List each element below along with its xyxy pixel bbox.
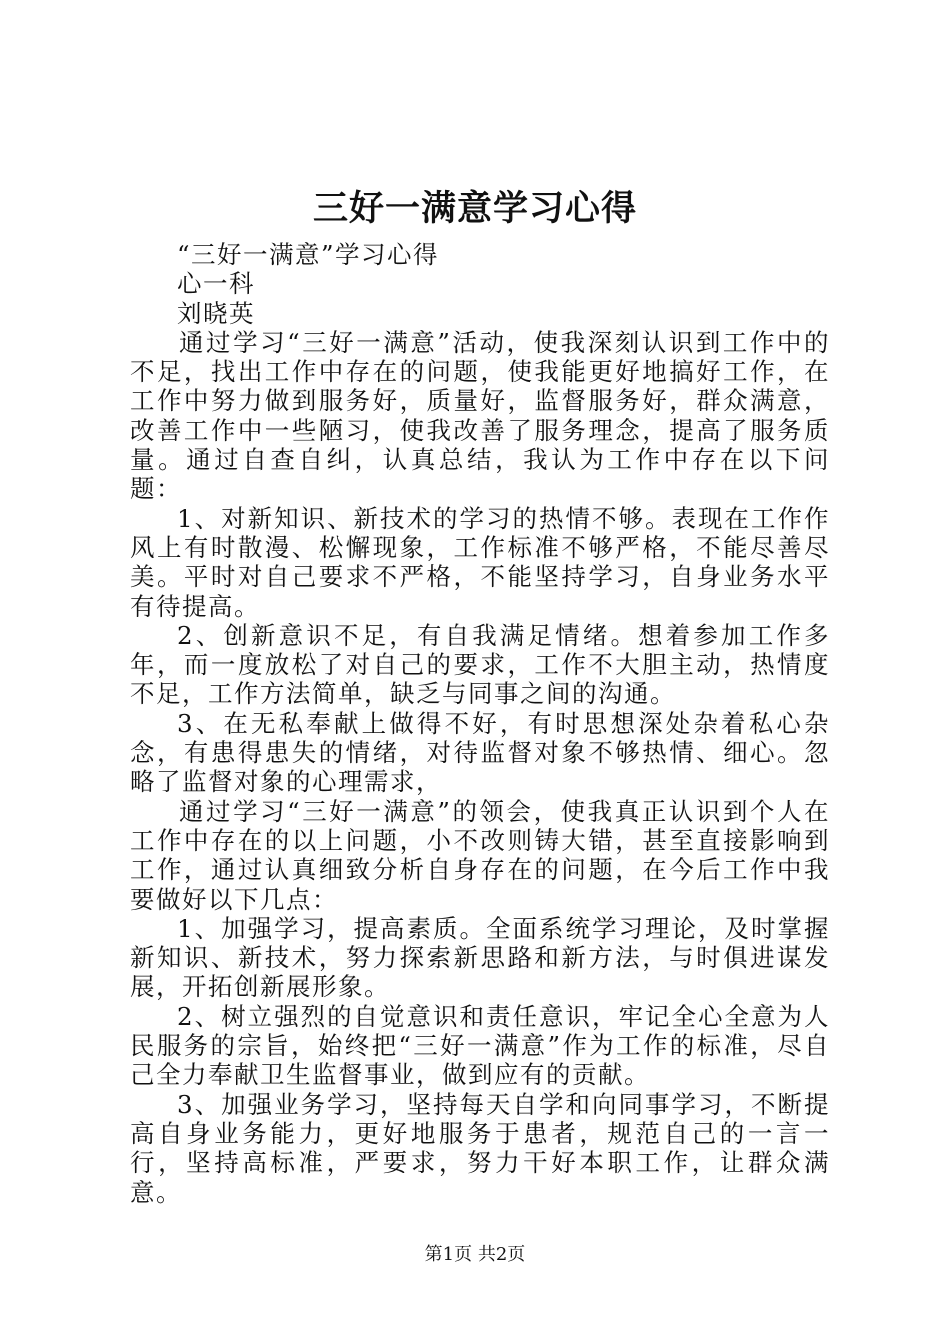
department-line: 心一科 bbox=[177, 269, 255, 299]
page-number-footer: 第1页 共2页 bbox=[424, 1244, 526, 1265]
document-subtitle: “三好一满意”学习心得 bbox=[177, 240, 440, 269]
paragraph: 3、加强业务学习，坚持每天自学和向同事学习，不断提高自身业务能力，更好地服务于患者，规范自己的一言一行，坚持高标准，严要求，努力干好本职工作，让群众满意。 bbox=[130, 1089, 830, 1207]
document-title: 三好一满意学习心得 bbox=[312, 188, 637, 229]
author-line: 刘晓英 bbox=[177, 298, 255, 328]
paragraph: 通过学习“三好一满意”的领会，使我真正认识到个人在工作中存在的以上问题，小不改则铸大错，甚至直接影响到工作，通过认真细致分析自身存在的问题，在今后工作中我要做好以下几点： bbox=[130, 796, 830, 914]
document-body bbox=[130, 240, 830, 1207]
paragraph: 2、创新意识不足，有自我满足情绪。想着参加工作多年，而一度放松了对自己的要求，工作不大胆主动，热情度不足，工作方法简单，缺乏与同事之间的沟通。 bbox=[130, 620, 830, 709]
paragraph: 1、加强学习，提高素质。全面系统学习理论，及时掌握新知识、新技术，努力探索新思路和新方法，与时俱进谋发展，开拓创新展形象。 bbox=[130, 913, 830, 1002]
paragraph: 3、在无私奉献上做得不好，有时思想深处杂着私心杂念，有患得患失的情绪，对待监督对象不够热情、细心。忽略了监督对象的心理需求， bbox=[130, 708, 830, 797]
paragraph: 2、树立强烈的自觉意识和责任意识，牢记全心全意为人民服务的宗旨，始终把“三好一满意”作为工作的标准，尽自己全力奉献卫生监督事业，做到应有的贡献。 bbox=[130, 1001, 830, 1090]
paragraph: 1、对新知识、新技术的学习的热情不够。表现在工作作风上有时散漫、松懈现象，工作标准不够严格，不能尽善尽美。平时对自己要求不严格，不能坚持学习，自身业务水平有待提高。 bbox=[130, 503, 830, 621]
paragraph: 通过学习“三好一满意”活动，使我深刻认识到工作中的不足，找出工作中存在的问题，使我能更好地搞好工作，在工作中努力做到服务好，质量好，监督服务好，群众满意，改善工作中一些陋习，使我改善了服务理念，提高了服务质量。通过自查自纠，认真总结，我认为工作中存在以下问题： bbox=[130, 327, 830, 504]
